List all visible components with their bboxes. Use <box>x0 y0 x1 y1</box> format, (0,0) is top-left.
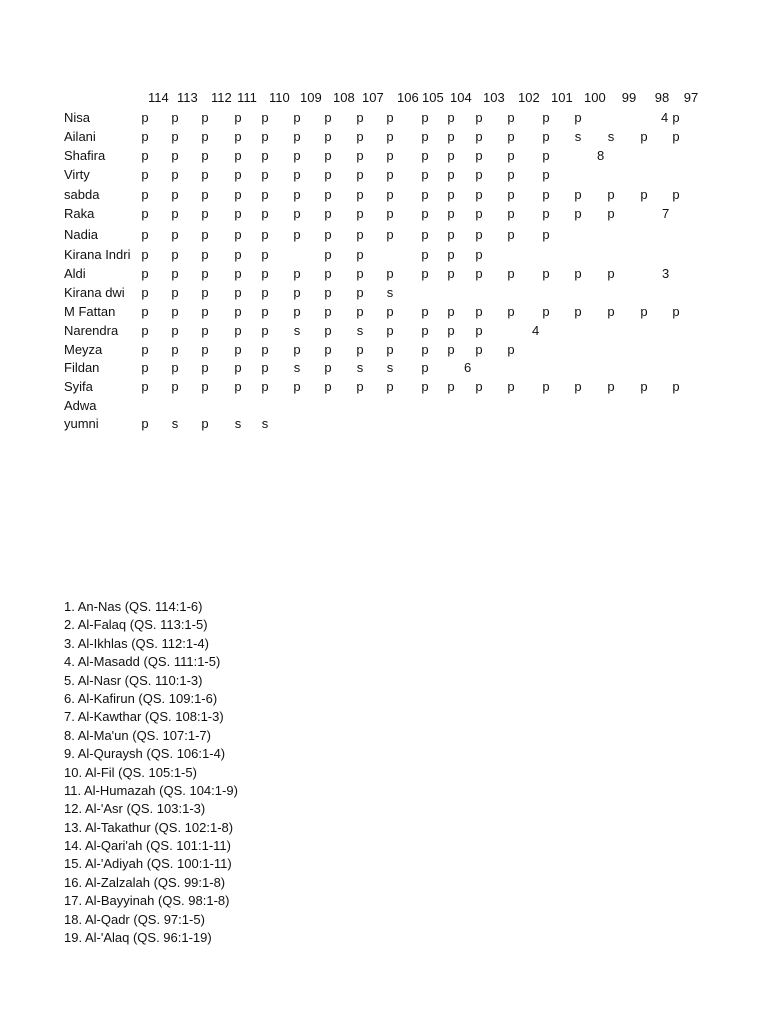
mark-cell: p <box>607 187 615 202</box>
mark-cell: p <box>574 110 582 125</box>
mark-cell: p <box>421 167 429 182</box>
mark-cell: p <box>171 227 179 242</box>
mark-cell: p <box>507 342 515 357</box>
mark-cell: p <box>542 187 550 202</box>
mark-cell: p <box>141 342 149 357</box>
mark-cell: p <box>324 342 332 357</box>
mark-cell: p <box>507 266 515 281</box>
mark-cell: p <box>234 360 242 375</box>
mark-cell: p <box>421 129 429 144</box>
mark-cell: p <box>574 206 582 221</box>
mark-cell: p <box>356 304 364 319</box>
mark-cell: p <box>386 266 394 281</box>
mark-cell: p <box>356 187 364 202</box>
student-name: M Fattan <box>64 304 116 319</box>
mark-cell: p <box>171 323 179 338</box>
mark-cell: p <box>421 227 429 242</box>
mark-cell: p <box>607 379 615 394</box>
mark-cell: p <box>421 110 429 125</box>
count-value: 4 <box>532 323 540 338</box>
mark-cell: p <box>507 304 515 319</box>
mark-cell: p <box>261 227 269 242</box>
surah-list-item: 15. Al-'Adiyah (QS. 100:1-11) <box>64 856 232 872</box>
surah-list-item: 18. Al-Qadr (QS. 97:1-5) <box>64 911 205 927</box>
mark-cell: p <box>507 167 515 182</box>
mark-cell: p <box>293 342 301 357</box>
mark-cell: p <box>574 187 582 202</box>
mark-cell: p <box>475 323 483 338</box>
mark-cell: s <box>261 416 269 431</box>
mark-cell: p <box>356 342 364 357</box>
mark-cell: p <box>261 206 269 221</box>
mark-cell: p <box>293 167 301 182</box>
mark-cell: p <box>475 342 483 357</box>
mark-cell: p <box>356 266 364 281</box>
mark-cell: p <box>356 206 364 221</box>
surah-list-item: 9. Al-Quraysh (QS. 106:1-4) <box>64 746 226 762</box>
mark-cell: p <box>261 360 269 375</box>
mark-cell: p <box>201 206 209 221</box>
mark-cell: p <box>356 379 364 394</box>
mark-cell: s <box>356 360 364 375</box>
mark-cell: s <box>356 323 364 338</box>
column-header: 105 <box>422 90 444 105</box>
student-name: Nadia <box>64 227 98 242</box>
mark-cell: p <box>447 129 455 144</box>
count-value: 4 <box>661 110 669 125</box>
mark-cell: p <box>201 187 209 202</box>
mark-cell: p <box>574 379 582 394</box>
mark-cell: s <box>386 285 394 300</box>
mark-cell: p <box>447 304 455 319</box>
mark-cell: p <box>261 167 269 182</box>
mark-cell: p <box>447 167 455 182</box>
mark-cell: p <box>141 323 149 338</box>
mark-cell: p <box>447 187 455 202</box>
mark-cell: p <box>324 110 332 125</box>
mark-cell: p <box>141 304 149 319</box>
surah-list-item: 13. Al-Takathur (QS. 102:1-8) <box>64 819 234 835</box>
mark-cell: p <box>356 167 364 182</box>
mark-cell: p <box>507 148 515 163</box>
mark-cell: p <box>293 129 301 144</box>
column-header: 98 <box>654 90 670 105</box>
mark-cell: s <box>607 129 615 144</box>
mark-cell: p <box>141 227 149 242</box>
mark-cell: p <box>234 266 242 281</box>
student-name: Ailani <box>64 129 96 144</box>
mark-cell: p <box>542 110 550 125</box>
mark-cell: p <box>261 379 269 394</box>
mark-cell: p <box>542 379 550 394</box>
column-header: 109 <box>300 90 322 105</box>
mark-cell: p <box>261 187 269 202</box>
mark-cell: p <box>507 206 515 221</box>
student-name: Meyza <box>64 342 103 357</box>
mark-cell: p <box>261 266 269 281</box>
mark-cell: p <box>386 148 394 163</box>
mark-cell: p <box>234 148 242 163</box>
column-header: 114 <box>148 90 169 105</box>
mark-cell: s <box>574 129 582 144</box>
surah-list-item: 16. Al-Zalzalah (QS. 99:1-8) <box>64 874 226 890</box>
mark-cell: p <box>421 360 429 375</box>
mark-cell: p <box>324 187 332 202</box>
mark-cell: p <box>201 416 209 431</box>
column-header: 104 <box>450 90 472 105</box>
mark-cell: p <box>386 323 394 338</box>
mark-cell: p <box>542 266 550 281</box>
mark-cell: p <box>171 167 179 182</box>
mark-cell: p <box>201 227 209 242</box>
column-header: 106 <box>397 90 419 105</box>
mark-cell: p <box>542 304 550 319</box>
mark-cell: p <box>201 342 209 357</box>
mark-cell: p <box>421 304 429 319</box>
mark-cell: p <box>447 110 455 125</box>
mark-cell: s <box>293 360 301 375</box>
mark-cell: s <box>293 323 301 338</box>
mark-cell: p <box>324 148 332 163</box>
mark-cell: p <box>386 342 394 357</box>
mark-cell: p <box>141 129 149 144</box>
mark-cell: p <box>261 148 269 163</box>
mark-cell: p <box>324 285 332 300</box>
mark-cell: p <box>234 129 242 144</box>
mark-cell: p <box>542 227 550 242</box>
student-name: Aldi <box>64 266 86 281</box>
mark-cell: p <box>574 304 582 319</box>
mark-cell: s <box>386 360 394 375</box>
mark-cell: p <box>234 342 242 357</box>
mark-cell: p <box>141 148 149 163</box>
mark-cell: p <box>421 342 429 357</box>
mark-cell: p <box>475 206 483 221</box>
mark-cell: p <box>293 187 301 202</box>
mark-cell: p <box>171 129 179 144</box>
mark-cell: p <box>421 266 429 281</box>
column-header: 107 <box>362 90 384 105</box>
student-name: Syifa <box>64 379 93 394</box>
mark-cell: p <box>475 148 483 163</box>
mark-cell: p <box>234 323 242 338</box>
mark-cell: p <box>640 304 648 319</box>
mark-cell: p <box>261 323 269 338</box>
mark-cell: p <box>293 285 301 300</box>
mark-cell: p <box>324 227 332 242</box>
column-header: 108 <box>333 90 355 105</box>
mark-cell: p <box>640 187 648 202</box>
count-value: 3 <box>662 266 670 281</box>
mark-cell: p <box>356 247 364 262</box>
mark-cell: p <box>201 110 209 125</box>
mark-cell: p <box>447 247 455 262</box>
surah-list-item: 11. Al-Humazah (QS. 104:1-9) <box>64 782 238 798</box>
mark-cell: p <box>324 304 332 319</box>
column-header: 97 <box>683 90 699 105</box>
student-name: yumni <box>64 416 99 431</box>
surah-list-item: 10. Al-Fil (QS. 105:1-5) <box>64 764 197 780</box>
mark-cell: p <box>421 247 429 262</box>
mark-cell: p <box>447 323 455 338</box>
mark-cell: p <box>171 360 179 375</box>
surah-list-item: 17. Al-Bayyinah (QS. 98:1-8) <box>64 893 230 909</box>
mark-cell: p <box>421 323 429 338</box>
mark-cell: p <box>574 266 582 281</box>
mark-cell: p <box>293 379 301 394</box>
mark-cell: p <box>324 206 332 221</box>
mark-cell: p <box>171 247 179 262</box>
student-name: Kirana dwi <box>64 285 125 300</box>
mark-cell: p <box>386 304 394 319</box>
mark-cell: s <box>171 416 179 431</box>
mark-cell: p <box>293 304 301 319</box>
mark-cell: p <box>171 148 179 163</box>
column-header: 99 <box>621 90 637 105</box>
mark-cell: p <box>356 129 364 144</box>
student-name: Raka <box>64 206 95 221</box>
surah-list-item: 14. Al-Qari'ah (QS. 101:1-11) <box>64 838 231 854</box>
surah-list-item: 6. Al-Kafirun (QS. 109:1-6) <box>64 690 218 706</box>
mark-cell: p <box>201 360 209 375</box>
mark-cell: p <box>261 342 269 357</box>
mark-cell: p <box>542 206 550 221</box>
mark-cell: p <box>324 360 332 375</box>
mark-cell: p <box>386 206 394 221</box>
mark-cell: p <box>672 379 680 394</box>
surah-list <box>64 598 238 947</box>
mark-cell: p <box>507 227 515 242</box>
mark-cell: p <box>542 167 550 182</box>
mark-cell: p <box>447 206 455 221</box>
surah-list-item: 2. Al-Falaq (QS. 113:1-5) <box>64 617 208 633</box>
mark-cell: p <box>640 129 648 144</box>
mark-cell: p <box>386 227 394 242</box>
mark-cell: p <box>672 187 680 202</box>
mark-cell: p <box>447 266 455 281</box>
mark-cell: p <box>475 129 483 144</box>
mark-cell: p <box>171 110 179 125</box>
mark-cell: p <box>356 285 364 300</box>
mark-cell: p <box>261 285 269 300</box>
mark-cell: p <box>201 148 209 163</box>
mark-cell: p <box>201 379 209 394</box>
mark-cell: p <box>293 148 301 163</box>
mark-cell: p <box>201 129 209 144</box>
surah-list-item: 5. Al-Nasr (QS. 110:1-3) <box>64 672 203 688</box>
student-name: sabda <box>64 187 100 202</box>
column-header: 110 <box>269 90 290 105</box>
surah-list-item: 8. Al-Ma'un (QS. 107:1-7) <box>64 727 211 743</box>
mark-cell: p <box>234 285 242 300</box>
mark-cell: p <box>171 206 179 221</box>
count-value: 8 <box>597 148 605 163</box>
mark-cell: p <box>386 187 394 202</box>
surah-list-item: 7. Al-Kawthar (QS. 108:1-3) <box>64 709 224 725</box>
mark-cell: p <box>141 416 149 431</box>
mark-cell: p <box>201 304 209 319</box>
student-name: Kirana Indri <box>64 247 131 262</box>
surah-list-item: 1. An-Nas (QS. 114:1-6) <box>64 599 203 614</box>
mark-cell: p <box>475 304 483 319</box>
mark-cell: p <box>386 379 394 394</box>
mark-cell: p <box>141 247 149 262</box>
mark-cell: p <box>234 247 242 262</box>
mark-cell: p <box>356 227 364 242</box>
mark-cell: p <box>293 110 301 125</box>
mark-cell: p <box>141 206 149 221</box>
mark-cell: p <box>293 227 301 242</box>
mark-cell: p <box>507 110 515 125</box>
mark-cell: p <box>542 129 550 144</box>
mark-cell: p <box>141 167 149 182</box>
mark-cell: p <box>234 304 242 319</box>
mark-cell: p <box>447 342 455 357</box>
mark-cell: p <box>475 379 483 394</box>
count-value: 6 <box>464 360 472 375</box>
column-header: 113 <box>177 90 198 105</box>
student-name: Shafira <box>64 148 106 163</box>
mark-cell: p <box>324 323 332 338</box>
column-header: 112 <box>211 90 232 105</box>
mark-cell: p <box>141 110 149 125</box>
student-name: Adwa <box>64 398 97 413</box>
mark-cell: p <box>356 110 364 125</box>
mark-cell: p <box>386 129 394 144</box>
surah-list-item: 19. Al-'Alaq (QS. 96:1-19) <box>64 930 212 946</box>
mark-cell: p <box>141 187 149 202</box>
mark-cell: p <box>171 304 179 319</box>
surah-list-item: 12. Al-'Asr (QS. 103:1-3) <box>64 801 206 817</box>
mark-cell: p <box>421 379 429 394</box>
column-header: 102 <box>518 90 540 105</box>
mark-cell: p <box>234 227 242 242</box>
mark-cell: p <box>475 167 483 182</box>
mark-cell: p <box>447 227 455 242</box>
mark-cell: p <box>475 247 483 262</box>
mark-cell: p <box>356 148 364 163</box>
mark-cell: p <box>475 266 483 281</box>
mark-cell: p <box>475 227 483 242</box>
mark-cell: p <box>607 206 615 221</box>
mark-cell: p <box>447 148 455 163</box>
mark-cell: p <box>141 285 149 300</box>
mark-cell: p <box>421 148 429 163</box>
mark-cell: p <box>324 379 332 394</box>
mark-cell: p <box>293 206 301 221</box>
mark-cell: p <box>171 285 179 300</box>
student-name: Narendra <box>64 323 119 338</box>
mark-cell: p <box>201 167 209 182</box>
mark-cell: p <box>507 129 515 144</box>
mark-cell: p <box>507 379 515 394</box>
mark-cell: p <box>475 187 483 202</box>
mark-cell: p <box>261 304 269 319</box>
mark-cell: p <box>201 266 209 281</box>
mark-cell: p <box>261 247 269 262</box>
mark-cell: p <box>672 304 680 319</box>
mark-cell: p <box>507 187 515 202</box>
mark-cell: p <box>324 129 332 144</box>
student-name: Fildan <box>64 360 100 375</box>
mark-cell: p <box>261 110 269 125</box>
count-value: 7 <box>662 206 670 221</box>
mark-cell: p <box>475 110 483 125</box>
mark-cell: p <box>672 110 680 125</box>
mark-cell: p <box>234 187 242 202</box>
mark-cell: p <box>234 379 242 394</box>
mark-cell: p <box>293 266 301 281</box>
mark-cell: p <box>201 247 209 262</box>
mark-cell: p <box>386 110 394 125</box>
mark-cell: p <box>607 266 615 281</box>
mark-cell: p <box>171 266 179 281</box>
surah-list-item: 4. Al-Masadd (QS. 111:1-5) <box>64 654 221 670</box>
surah-list-item: 3. Al-Ikhlas (QS. 112:1-4) <box>64 635 209 651</box>
column-header: 111 <box>237 90 257 105</box>
mark-cell: p <box>234 167 242 182</box>
mark-cell: p <box>607 304 615 319</box>
mark-cell: p <box>542 148 550 163</box>
mark-cell: p <box>672 129 680 144</box>
mark-cell: p <box>201 285 209 300</box>
mark-cell: p <box>201 323 209 338</box>
column-header: 101 <box>551 90 573 105</box>
column-header: 103 <box>483 90 505 105</box>
mark-cell: p <box>141 379 149 394</box>
mark-cell: p <box>386 167 394 182</box>
mark-cell: p <box>447 379 455 394</box>
mark-cell: p <box>171 342 179 357</box>
mark-cell: p <box>324 266 332 281</box>
mark-cell: p <box>171 379 179 394</box>
mark-cell: p <box>640 379 648 394</box>
mark-cell: p <box>141 360 149 375</box>
student-name: Nisa <box>64 110 91 125</box>
mark-cell: p <box>234 206 242 221</box>
mark-cell: p <box>261 129 269 144</box>
mark-cell: p <box>324 247 332 262</box>
mark-cell: p <box>421 206 429 221</box>
mark-cell: p <box>421 187 429 202</box>
mark-cell: p <box>324 167 332 182</box>
mark-cell: p <box>171 187 179 202</box>
mark-cell: s <box>234 416 242 431</box>
column-header: 100 <box>584 90 606 105</box>
mark-cell: p <box>141 266 149 281</box>
student-name: Virty <box>64 167 90 182</box>
mark-cell: p <box>234 110 242 125</box>
